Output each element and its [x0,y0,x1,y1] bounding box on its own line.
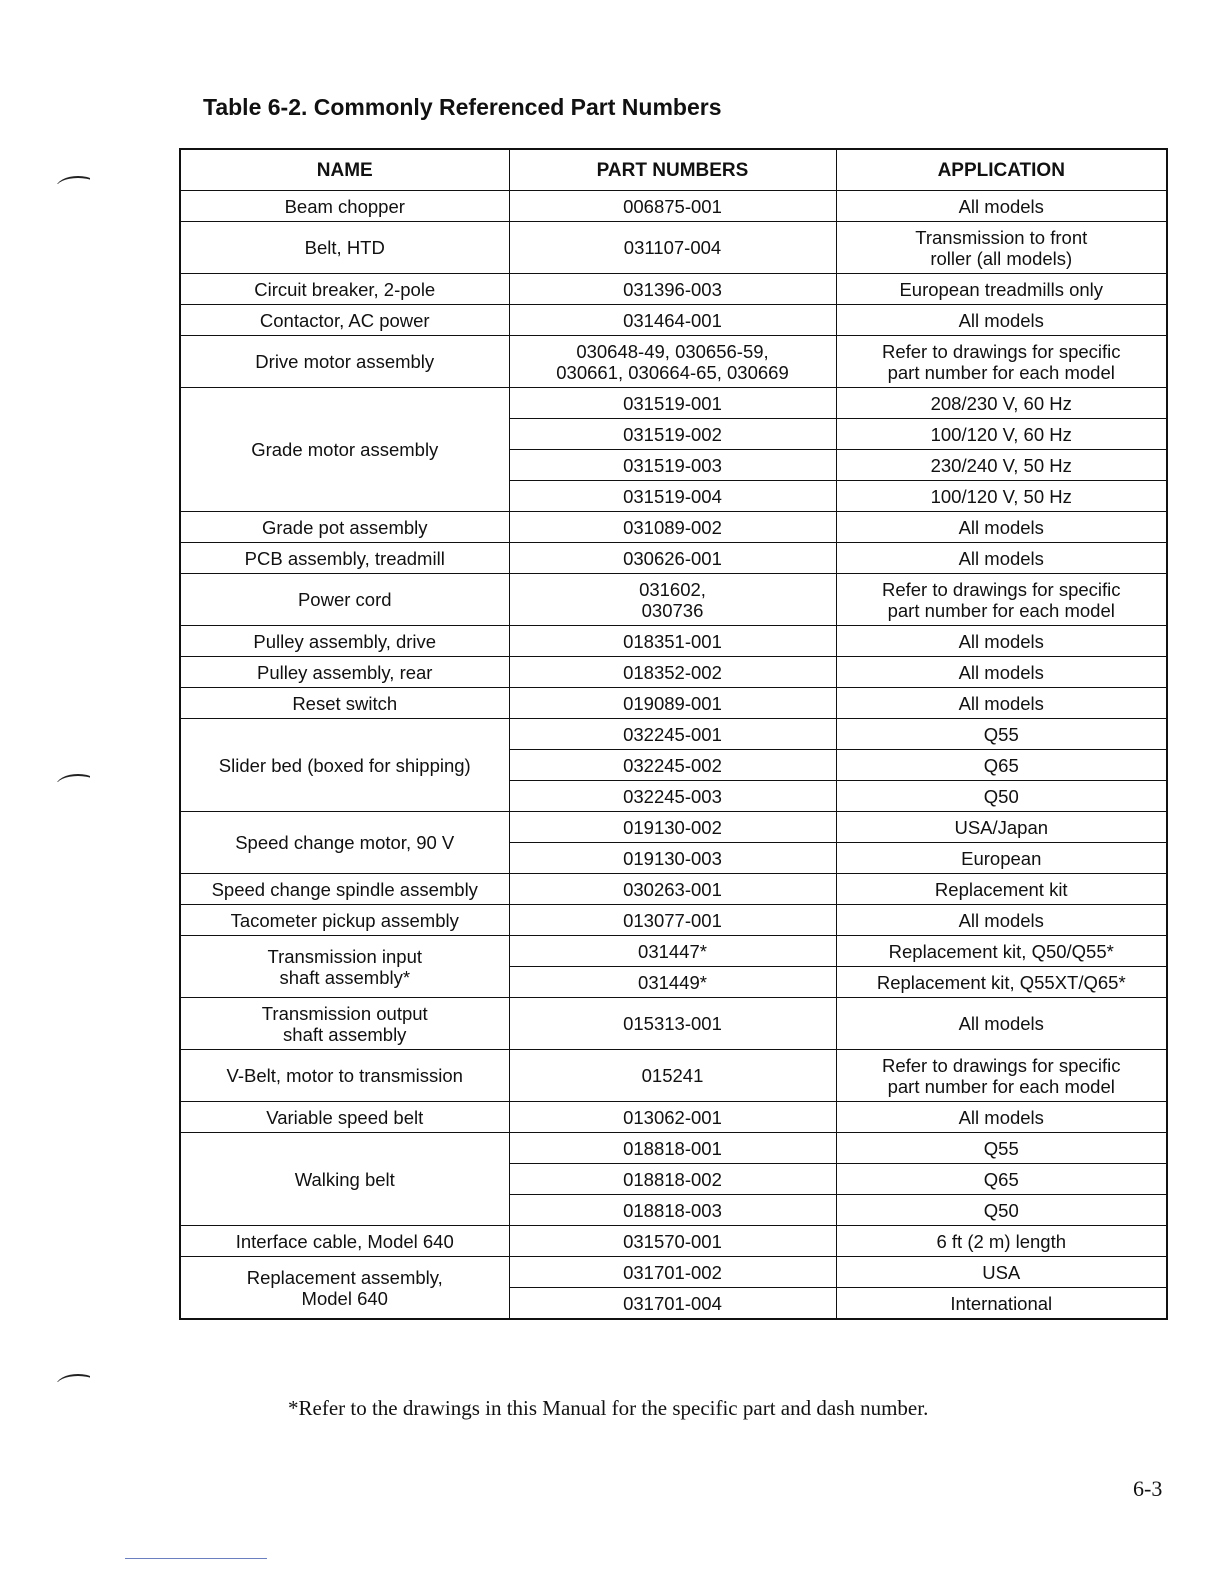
part-name-cell: V-Belt, motor to transmission [180,1050,509,1102]
part-number-cell: 031519-002 [509,419,836,450]
part-name-cell: Speed change spindle assembly [180,874,509,905]
table-row [180,512,1167,543]
table-row [180,657,1167,688]
part-name-cell: Belt, HTD [180,222,509,274]
part-name-cell: Pulley assembly, drive [180,626,509,657]
application-cell: Replacement kit, Q55XT/Q65* [836,967,1167,998]
part-number-cell: 031447* [509,936,836,967]
table-row [180,874,1167,905]
application-cell: 100/120 V, 60 Hz [836,419,1167,450]
table-row [180,688,1167,719]
part-number-cell: 031089-002 [509,512,836,543]
part-number-cell: 032245-002 [509,750,836,781]
part-name-cell: Tacometer pickup assembly [180,905,509,936]
part-number-cell: 031464-001 [509,305,836,336]
application-cell: Replacement kit, Q50/Q55* [836,936,1167,967]
part-number-cell: 018818-003 [509,1195,836,1226]
table-title: Table 6-2. Commonly Referenced Part Numbers [203,94,722,120]
part-number-cell: 030648-49, 030656-59, 030661, 030664-65, 030669 [509,336,836,388]
table-row [180,1133,1167,1164]
table-row [180,305,1167,336]
application-cell: European [836,843,1167,874]
page-number: 6-3 [1133,1476,1163,1501]
application-cell: Q65 [836,750,1167,781]
table-row [180,191,1167,222]
table-body [180,191,1167,1320]
table-row [180,1257,1167,1288]
application-cell: Transmission to front roller (all models) [836,222,1167,274]
part-number-cell: 031449* [509,967,836,998]
table-row [180,719,1167,750]
application-cell: All models [836,512,1167,543]
part-name-cell: Transmission output shaft assembly [180,998,509,1050]
part-name-cell: Variable speed belt [180,1102,509,1133]
application-cell: Q50 [836,781,1167,812]
part-number-cell: 031519-004 [509,481,836,512]
application-cell: All models [836,191,1167,222]
table-row [180,626,1167,657]
table-row [180,812,1167,843]
application-cell: Q65 [836,1164,1167,1195]
part-number-cell: 031519-001 [509,388,836,419]
part-number-cell: 019130-002 [509,812,836,843]
part-name-cell: Pulley assembly, rear [180,657,509,688]
part-number-cell: 031519-003 [509,450,836,481]
table-row [180,936,1167,967]
application-cell: USA [836,1257,1167,1288]
part-number-cell: 031701-002 [509,1257,836,1288]
part-number-cell: 032245-003 [509,781,836,812]
part-number-cell: 030263-001 [509,874,836,905]
part-number-cell: 030626-001 [509,543,836,574]
part-number-cell: 018352-002 [509,657,836,688]
table-row [180,905,1167,936]
application-cell: 100/120 V, 50 Hz [836,481,1167,512]
column-header-application: APPLICATION [836,149,1167,191]
application-cell: 230/240 V, 50 Hz [836,450,1167,481]
application-cell: USA/Japan [836,812,1167,843]
application-cell: European treadmills only [836,274,1167,305]
application-cell: All models [836,905,1167,936]
table-row [180,1050,1167,1102]
parts-table [179,148,1168,1320]
application-cell: Replacement kit [836,874,1167,905]
part-number-cell: 031107-004 [509,222,836,274]
table-row [180,274,1167,305]
part-number-cell: 013062-001 [509,1102,836,1133]
part-name-cell: Interface cable, Model 640 [180,1226,509,1257]
part-number-cell: 031701-004 [509,1288,836,1320]
part-name-cell: Grade pot assembly [180,512,509,543]
margin-mark [56,772,90,782]
part-number-cell: 018818-001 [509,1133,836,1164]
part-name-cell: Speed change motor, 90 V [180,812,509,874]
part-name-cell: Slider bed (boxed for shipping) [180,719,509,812]
part-name-cell: Beam chopper [180,191,509,222]
margin-mark [56,174,90,184]
part-name-cell: Drive motor assembly [180,336,509,388]
part-number-cell: 015313-001 [509,998,836,1050]
part-name-cell: Replacement assembly, Model 640 [180,1257,509,1320]
part-number-cell: 019089-001 [509,688,836,719]
application-cell: All models [836,543,1167,574]
part-number-cell: 031570-001 [509,1226,836,1257]
table-header-row [180,149,1167,191]
part-name-cell: Walking belt [180,1133,509,1226]
application-cell: Refer to drawings for specific part number for each model [836,1050,1167,1102]
table-row [180,998,1167,1050]
part-number-cell: 018351-001 [509,626,836,657]
part-number-cell: 032245-001 [509,719,836,750]
application-cell: Q55 [836,719,1167,750]
table-row [180,1102,1167,1133]
part-name-cell: Circuit breaker, 2-pole [180,274,509,305]
part-name-cell: Grade motor assembly [180,388,509,512]
application-cell: All models [836,688,1167,719]
part-name-cell: Transmission input shaft assembly* [180,936,509,998]
application-cell: 6 ft (2 m) length [836,1226,1167,1257]
application-cell: All models [836,657,1167,688]
table-row [180,336,1167,388]
part-number-cell: 015241 [509,1050,836,1102]
part-number-cell: 006875-001 [509,191,836,222]
part-number-cell: 019130-003 [509,843,836,874]
part-name-cell: Power cord [180,574,509,626]
application-cell: Q50 [836,1195,1167,1226]
column-header-name: NAME [180,149,509,191]
application-cell: International [836,1288,1167,1320]
part-name-cell: Contactor, AC power [180,305,509,336]
footer-rule [125,1558,267,1559]
footnote: *Refer to the drawings in this Manual for the specific part and dash number. [288,1396,929,1420]
table-row [180,574,1167,626]
part-number-cell: 031396-003 [509,274,836,305]
margin-mark [56,1372,90,1382]
application-cell: Refer to drawings for specific part number for each model [836,574,1167,626]
part-number-cell: 018818-002 [509,1164,836,1195]
application-cell: All models [836,626,1167,657]
application-cell: Q55 [836,1133,1167,1164]
table-row [180,222,1167,274]
table-row [180,543,1167,574]
part-name-cell: Reset switch [180,688,509,719]
part-name-cell: PCB assembly, treadmill [180,543,509,574]
application-cell: All models [836,1102,1167,1133]
part-number-cell: 013077-001 [509,905,836,936]
application-cell: 208/230 V, 60 Hz [836,388,1167,419]
application-cell: Refer to drawings for specific part number for each model [836,336,1167,388]
table-row [180,1226,1167,1257]
table-row [180,388,1167,419]
column-header-part-numbers: PART NUMBERS [509,149,836,191]
application-cell: All models [836,305,1167,336]
application-cell: All models [836,998,1167,1050]
part-number-cell: 031602, 030736 [509,574,836,626]
